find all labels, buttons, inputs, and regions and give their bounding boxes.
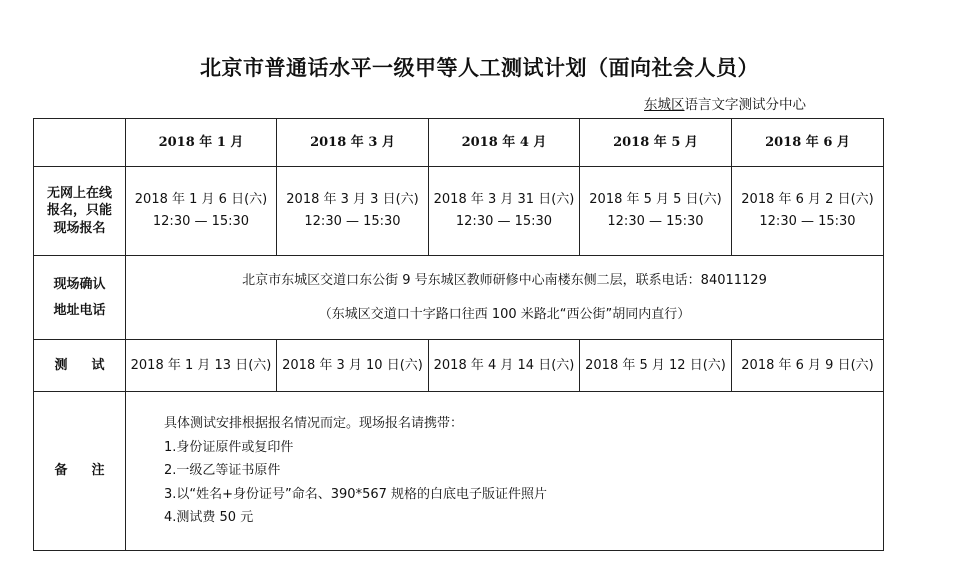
test-row-header — [34, 340, 126, 392]
remarks-row — [34, 392, 884, 551]
remarks-header-char: 备 — [54, 463, 68, 479]
registration-time: 12:30 — 15:30 — [455, 214, 553, 229]
registration-date: 2018 年 3 月 3 日(六) — [286, 192, 419, 208]
registration-date: 2018 年 1 月 6 日(六) — [134, 192, 268, 208]
corner-cell — [34, 119, 126, 167]
registration-row — [34, 167, 884, 256]
remarks-line: 1.身份证原件或复印件 — [164, 439, 294, 455]
test-header-char: 试 — [91, 357, 105, 373]
registration-time: 12:30 — 15:30 — [759, 214, 856, 229]
test-date: 2018 年 1 月 13 日(六) — [126, 340, 277, 392]
test-date: 2018 年 5 月 12 日(六) — [580, 340, 732, 392]
test-date: 2018 年 6 月 9 日(六) — [732, 340, 884, 392]
remarks-line: 2.一级乙等证书原件 — [164, 463, 281, 479]
remarks-line: 4.测试费 50 元 — [164, 510, 254, 526]
registration-row-header — [34, 167, 126, 256]
registration-header-line: 现场报名 — [53, 220, 106, 236]
registration-cell — [732, 167, 884, 256]
registration-date: 2018 年 5 月 5 日(六) — [589, 192, 722, 208]
registration-cell — [126, 167, 277, 256]
registration-time: 12:30 — 15:30 — [152, 214, 250, 229]
month-header: 2018 年 5 月 — [580, 119, 732, 167]
remarks-header-char: 注 — [91, 463, 105, 479]
confirm-address: 北京市东城区交道口东公街 9 号东城区教师研修中心南楼东侧二层，联系电话：84011129 — [242, 272, 767, 288]
confirm-row — [34, 256, 884, 340]
month-header: 2018 年 1 月 — [126, 119, 277, 167]
page-title: 北京市普通话水平一级甲等人工测试计划（面向社会人员） — [200, 55, 759, 80]
registration-date: 2018 年 3 月 31 日(六) — [433, 192, 575, 208]
registration-time: 12:30 — 15:30 — [304, 214, 401, 229]
test-date: 2018 年 3 月 10 日(六) — [277, 340, 429, 392]
test-row — [34, 340, 884, 392]
registration-header-line: 报名，只能 — [46, 203, 112, 219]
registration-date: 2018 年 6 月 2 日(六) — [741, 192, 874, 208]
registration-header-line: 无网上在线 — [46, 185, 112, 201]
remarks-cell — [126, 392, 884, 551]
remarks-line: 具体测试安排根据报名情况而定。现场报名请携带： — [164, 416, 464, 432]
issuer-subtitle — [644, 93, 806, 113]
remarks-line: 3.以“姓名+身份证号”命名、390*567 规格的白底电子版证件照片 — [164, 486, 548, 502]
issuer-center: 语言文字测试分中心 — [684, 97, 806, 113]
confirm-address-cell — [126, 256, 884, 340]
registration-time: 12:30 — 15:30 — [607, 214, 704, 229]
test-plan-table — [33, 118, 884, 551]
issuer-district: 东城区 — [644, 97, 685, 113]
confirm-header-line: 现场确认 — [53, 276, 106, 292]
confirm-header-line: 地址电话 — [53, 302, 106, 318]
test-header-char: 测 — [54, 357, 68, 373]
month-header: 2018 年 4 月 — [429, 119, 580, 167]
registration-cell — [580, 167, 732, 256]
month-header-row — [34, 119, 884, 167]
test-date: 2018 年 4 月 14 日(六) — [429, 340, 580, 392]
month-header: 2018 年 3 月 — [277, 119, 429, 167]
confirm-row-header — [34, 256, 126, 340]
confirm-directions: （东城区交道口十字路口往西 100 米路北“西公街”胡同内直行） — [318, 306, 691, 322]
registration-cell — [429, 167, 580, 256]
remarks-row-header — [34, 392, 126, 551]
month-header: 2018 年 6 月 — [732, 119, 884, 167]
registration-cell — [277, 167, 429, 256]
